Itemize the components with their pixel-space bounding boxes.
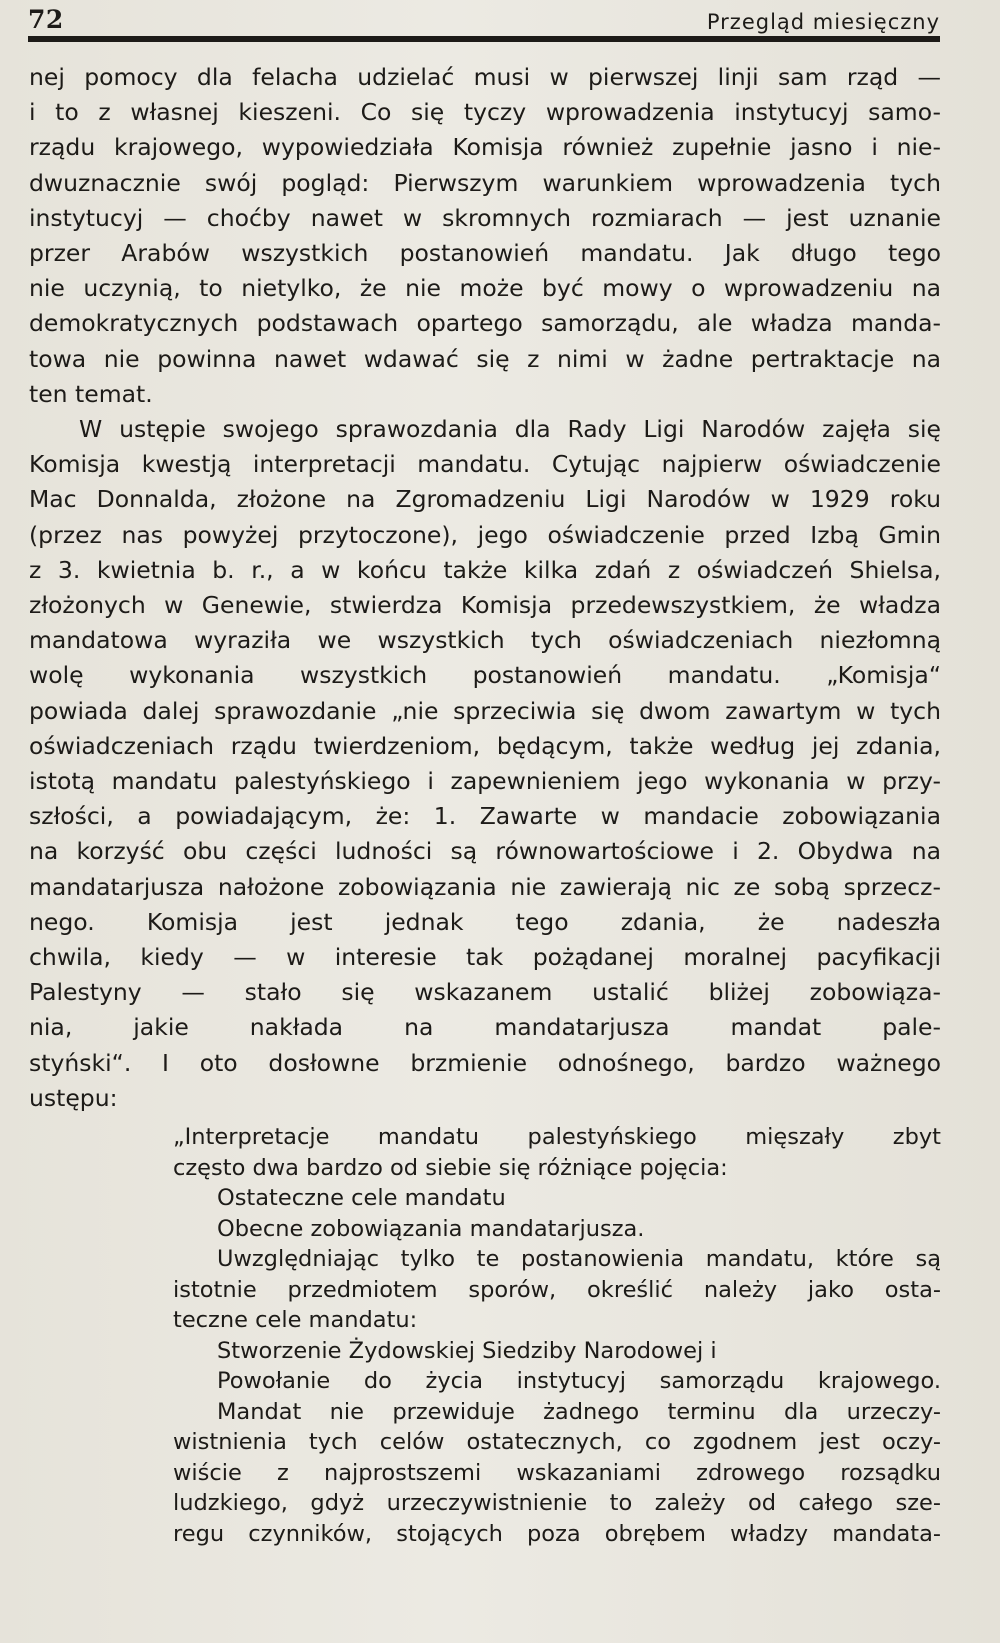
text-line: styński“. I oto dosłowne brzmienie odnośnego, bardzo ważnego bbox=[29, 1048, 941, 1077]
text-line: W ustępie swojego sprawozdania dla Rady Ligi Narodów zajęła się bbox=[79, 415, 941, 444]
body-text bbox=[29, 60, 941, 1549]
text-line: na korzyść obu części ludności są równowartościowe i 2. Obydwa na bbox=[29, 837, 941, 866]
text-line: regu czynników, stojących poza obrębem władzy mandata- bbox=[173, 1520, 941, 1547]
text-line: z 3. kwietnia b. r., a w końcu także kilka zdań z oświadczeń Shielsa, bbox=[29, 555, 941, 584]
text-line: mandatowa wyraziła we wszystkich tych oświadczeniach niezłomną bbox=[29, 626, 941, 655]
text-line: złożonych w Genewie, stwierdza Komisja przedewszystkiem, że władza bbox=[29, 591, 941, 620]
page-header bbox=[28, 4, 940, 34]
text-line: wolę wykonania wszystkich postanowień mandatu. „Komisja“ bbox=[29, 661, 941, 690]
text-line: ten temat. bbox=[29, 379, 153, 408]
text-line: chwila, kiedy — w interesie tak pożądanej moralnej pacyfikacji bbox=[29, 943, 941, 972]
text-line: teczne cele mandatu: bbox=[173, 1307, 418, 1334]
text-line: oświadczeniach rządu twierdzeniom, będącym, także według jej zdania, bbox=[29, 731, 941, 760]
text-line: ustępu: bbox=[29, 1083, 118, 1112]
text-line: mandatarjusza nałożone zobowiązania nie zawierają nic ze sobą sprzecz- bbox=[29, 872, 941, 901]
text-line: przer Arabów wszystkich postanowień mandatu. Jak długo tego bbox=[29, 239, 941, 268]
text-line: Obecne zobowiązania mandatarjusza. bbox=[217, 1215, 645, 1242]
text-line: wiście z najprostszemi wskazaniami zdrowego rozsądku bbox=[173, 1459, 941, 1486]
text-line: Mandat nie przewiduje żadnego terminu dla urzeczy- bbox=[217, 1398, 941, 1425]
main-paragraphs bbox=[29, 60, 941, 1116]
text-line: Uwzględniając tylko te postanowienia mandatu, które są bbox=[217, 1246, 941, 1273]
text-line: towa nie powinna nawet wdawać się z nimi w żadne pertraktacje na bbox=[29, 344, 941, 373]
text-line: nie uczynią, to nietylko, że nie może być mowy o wprowadzeniu na bbox=[29, 274, 941, 303]
text-line: nia, jakie nakłada na mandatarjusza mandat pale- bbox=[29, 1013, 941, 1042]
text-line: dwuznacznie swój pogląd: Pierwszym warunkiem wprowadzenia tych bbox=[29, 168, 941, 197]
text-line: szłości, a powiadającym, że: 1. Zawarte w mandacie zobowiązania bbox=[29, 802, 941, 831]
text-line: istotą mandatu palestyńskiego i zapewnieniem jego wykonania w przy- bbox=[29, 767, 941, 796]
text-line: demokratycznych podstawach opartego samorządu, ale władza manda- bbox=[29, 309, 941, 338]
text-line: wistnienia tych celów ostatecznych, co zgodnem jest oczy- bbox=[173, 1429, 941, 1456]
text-line: Komisja kwestją interpretacji mandatu. Cytując najpierw oświadczenie bbox=[29, 450, 941, 479]
text-line: nego. Komisja jest jednak tego zdania, że nadeszła bbox=[29, 907, 941, 936]
text-line: (przez nas powyżej przytoczone), jego oświadczenie przed Izbą Gmin bbox=[29, 520, 941, 549]
text-line: i to z własnej kieszeni. Co się tyczy wprowadzenia instytucyj samo- bbox=[29, 98, 941, 127]
text-line: Stworzenie Żydowskiej Siedziby Narodowej i bbox=[217, 1337, 717, 1364]
header-rule bbox=[28, 36, 940, 42]
text-line: Mac Donnalda, złożone na Zgromadzeniu Ligi Narodów w 1929 roku bbox=[29, 485, 941, 514]
text-line: istotnie przedmiotem sporów, określić należy jako osta- bbox=[173, 1276, 941, 1303]
text-line: rządu krajowego, wypowiedziała Komisja również zupełnie jasno i nie- bbox=[29, 133, 941, 162]
text-line: ludzkiego, gdyż urzeczywistnienie to zależy od całego sze- bbox=[173, 1490, 941, 1517]
text-line: często dwa bardzo od siebie się różniące pojęcia: bbox=[173, 1154, 728, 1181]
text-line: Powołanie do życia instytucyj samorządu krajowego. bbox=[217, 1368, 941, 1395]
text-line: Palestyny — stało się wskazanem ustalić bliżej zobowiąza- bbox=[29, 978, 941, 1007]
text-line: instytucyj — choćby nawet w skromnych rozmiarach — jest uznanie bbox=[29, 203, 941, 232]
text-line: powiada dalej sprawozdanie „nie sprzeciwia się dwom zawartym w tych bbox=[29, 696, 941, 725]
page-number: 72 bbox=[28, 5, 64, 34]
quoted-passage bbox=[29, 1122, 941, 1549]
text-line: Ostateczne cele mandatu bbox=[217, 1185, 506, 1212]
text-line: „Interpretacje mandatu palestyńskiego mięszały zbyt bbox=[173, 1124, 941, 1151]
text-line: nej pomocy dla felacha udzielać musi w pierwszej linji sam rząd — bbox=[29, 63, 941, 91]
running-title: Przegląd miesięczny bbox=[706, 10, 940, 34]
